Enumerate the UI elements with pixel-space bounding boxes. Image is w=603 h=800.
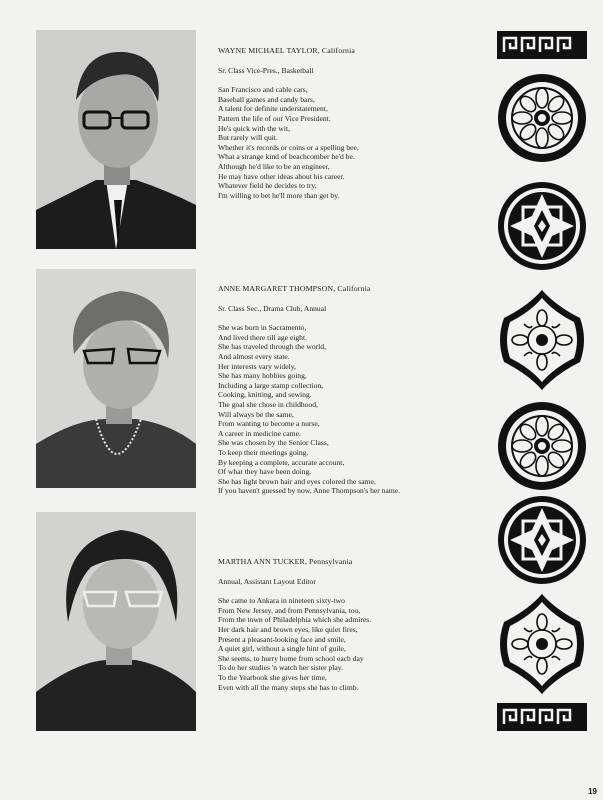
poem-line: He may have other ideas about his career. xyxy=(218,171,345,181)
poem-line: I'm willing to bet he'll more than get by. xyxy=(218,190,340,200)
student-activities: Sr. Class Sec., Drama Club, Annual xyxy=(218,303,327,313)
student-poem xyxy=(218,323,400,496)
poem-line: Of what they have been doing. xyxy=(218,467,312,477)
star-medallion-icon xyxy=(496,494,588,586)
poem-line: Even with all the many steps she has to climb. xyxy=(218,682,359,692)
student-entry xyxy=(218,557,371,692)
portrait-photo-wayne-taylor xyxy=(36,30,196,249)
student-name: WAYNE MICHAEL TAYLOR, California xyxy=(218,46,356,55)
star-medallion-icon xyxy=(496,180,588,272)
poem-line: A career in medicine came. xyxy=(218,428,301,438)
student-poem xyxy=(218,85,359,200)
poem-line: Her dark hair and brown eyes, like quiet fires, xyxy=(218,624,358,634)
poem-line: She came to Ankara in nineteen sixty-two xyxy=(218,596,345,606)
poem-line: And lived there till age eight. xyxy=(218,332,307,342)
floral-rosette-icon xyxy=(496,72,588,164)
greek-key-border-icon xyxy=(496,30,588,60)
student-entry xyxy=(218,284,400,496)
student-name: ANNE MARGARET THOMPSON, California xyxy=(218,284,371,293)
poem-line: Present a pleasant-looking face and smile, xyxy=(218,634,346,644)
poem-line: She has light brown hair and eyes colored the same, xyxy=(218,476,376,486)
page-number: 19 xyxy=(588,787,597,796)
poem-line: But rarely will quit. xyxy=(218,133,278,143)
greek-key-border-icon xyxy=(496,702,588,732)
poem-line: Will always be the same, xyxy=(218,409,294,419)
student-poem xyxy=(218,596,371,692)
poem-line: And almost every state. xyxy=(218,351,290,361)
poem-line: Whether it's records or coins or a spelling bee, xyxy=(218,142,359,152)
poem-line: Whatever field he decides to try, xyxy=(218,181,317,191)
poem-line: She seems, to hurry home from school each day xyxy=(218,653,364,663)
floral-rosette-icon xyxy=(496,400,588,492)
poem-line: By keeping a complete, accurate account, xyxy=(218,457,345,467)
poem-line: A talent for definite understatement, xyxy=(218,104,328,114)
poem-line: He's quick with the wit, xyxy=(218,123,291,133)
poem-line: She was born in Sacramento, xyxy=(218,323,307,333)
poem-line: San Francisco and cable cars, xyxy=(218,85,308,95)
poem-line: The goal she chose in childhood, xyxy=(218,399,318,409)
poem-line: Including a large stamp collection, xyxy=(218,380,324,390)
floral-teardrop-icon xyxy=(496,592,588,696)
portrait-photo-martha-tucker xyxy=(36,512,196,731)
poem-line: She has traveled through the world, xyxy=(218,342,326,352)
poem-line: Cooking, knitting, and sewing. xyxy=(218,390,312,400)
poem-line: From the town of Philadelphia which she admires. xyxy=(218,615,372,625)
poem-line: Pattern the life of our Vice President. xyxy=(218,113,331,123)
portrait-photo-anne-thompson xyxy=(36,269,196,488)
floral-teardrop-icon xyxy=(496,288,588,392)
poem-line: To the Yearbook she gives her time, xyxy=(218,672,327,682)
poem-line: Although he'd like to be an engineer, xyxy=(218,161,330,171)
student-entry xyxy=(218,46,359,200)
poem-line: Her interests vary widely, xyxy=(218,361,296,371)
poem-line: What a strange kind of beachcomber he'd be. xyxy=(218,152,355,162)
student-activities: Annual, Assistant Layout Editor xyxy=(218,576,316,586)
poem-line: If you haven't guessed by now, Anne Thompson's her name. xyxy=(218,486,401,496)
poem-line: From wanting to become a nurse, xyxy=(218,419,320,429)
poem-line: To keep their meetings going. xyxy=(218,447,309,457)
poem-line: To do her studies 'n watch her sister play. xyxy=(218,663,343,673)
poem-line: She was chosen by the Senior Class, xyxy=(218,438,329,448)
poem-line: A quiet girl, without a single hint of guile, xyxy=(218,644,346,654)
student-activities: Sr. Class Vice-Pres., Basketball xyxy=(218,65,314,75)
poem-line: She has many hobbies going, xyxy=(218,371,307,381)
poem-line: Baseball games and candy bars, xyxy=(218,94,315,104)
student-name: MARTHA ANN TUCKER, Pennsylvania xyxy=(218,557,353,566)
poem-line: From New Jersey, and from Pennsylvania, too, xyxy=(218,605,361,615)
